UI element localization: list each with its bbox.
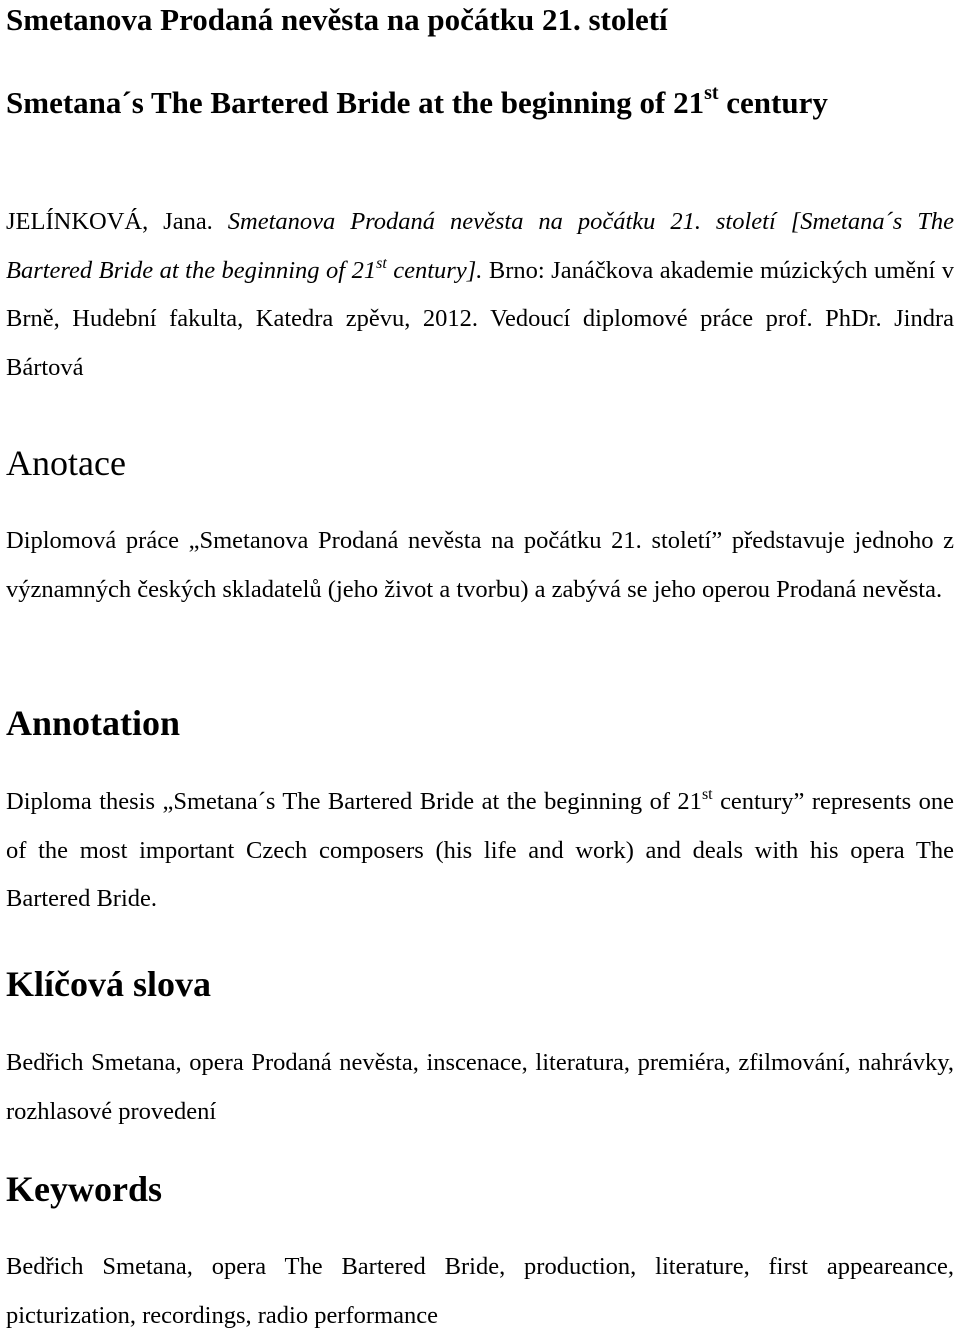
english-title-superscript: st: [704, 82, 719, 104]
keywords-heading: Keywords: [6, 1169, 162, 1209]
annotation-text-start: Diploma thesis „Smetana´s The Bartered Bride at the beginning of 21: [6, 788, 702, 815]
citation-title: Smetanova Prodaná nevěsta na počátku 21. století [Smetana´s The Bartered Bride at the beginning of 21: [6, 208, 955, 284]
klicova-slova-text: Bedřich Smetana, opera Prodaná nevěsta, inscenace, literatura, premiéra, zfilmování, nahrávky, rozhlasové provedení: [6, 1049, 954, 1125]
english-title-main: Smetana´s The Bartered Bride at the beginning of 21: [6, 85, 705, 120]
bibliographic-citation: [6, 198, 954, 392]
citation-title-end: century].: [386, 256, 483, 284]
annotation-text-superscript: st: [701, 786, 713, 803]
klicova-slova-heading: Klíčová slova: [6, 964, 211, 1004]
citation-author: JELÍNKOVÁ, Jana.: [6, 208, 228, 235]
keywords-text: Bedřich Smetana, opera The Bartered Bride, production, literature, first appeareance, picturization, recordings, radio performance: [6, 1253, 954, 1329]
annotation-text: [6, 778, 954, 924]
anotace-text: Diplomová práce „Smetanova Prodaná nevěsta na počátku 21. století” představuje jednoho z významných českých skladatelů (jeho život a tvorbu) a zabývá se jeho operou Prodaná nevěsta.: [6, 527, 954, 603]
citation-title-superscript: st: [376, 254, 387, 272]
anotace-heading: Anotace: [6, 443, 126, 483]
annotation-heading: Annotation: [6, 703, 181, 743]
english-title: [6, 81, 906, 124]
annotation-text-end: century” represents one of the most important Czech composers (his life and work) and deals with his opera The Bartered Bride.: [6, 788, 954, 912]
czech-title: Smetanova Prodaná nevěsta na počátku 21. století: [6, 2, 668, 37]
english-title-end: century: [718, 85, 828, 120]
citation-publication: Brno: Janáčkova akademie múzických umění v Brně, Hudební fakulta, Katedra zpěvu, 2012. Vedoucí diplomové práce prof. PhDr. Jindra Bártová: [6, 256, 954, 381]
